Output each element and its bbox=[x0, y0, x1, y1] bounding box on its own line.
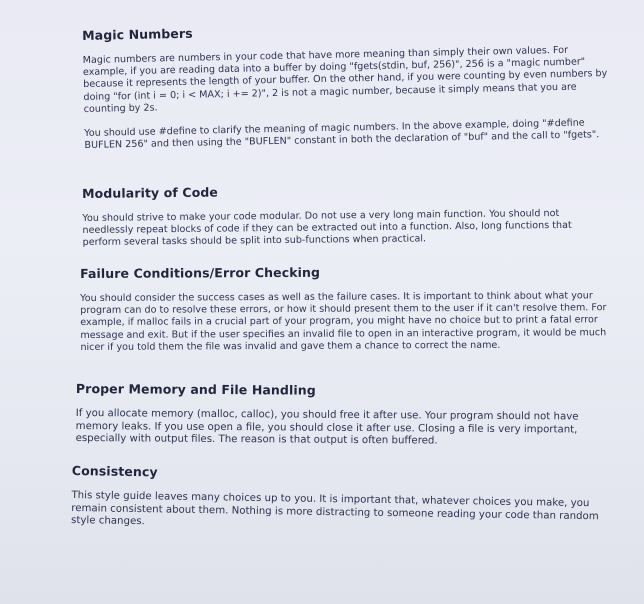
section-heading: Modularity of Code bbox=[82, 184, 219, 201]
section-heading: Consistency bbox=[71, 463, 158, 480]
section-paragraph: This style guide leaves many choices up to you. It is important that, whatever choices you make, you remain consistent about them. Nothing is more distracting to someone reading your code than random style changes. bbox=[71, 489, 599, 528]
section-modularity-of-code bbox=[82, 181, 608, 262]
section-paragraph: You should strive to make your code modular. Do not use a very long main function. You should not needlessly repeat blocks of code if they can be extracted out into a function. Also, long functions that perform several tasks should be split into sub-functions when practical. bbox=[82, 208, 572, 249]
section-memory-file-handling bbox=[75, 381, 598, 461]
section-failure-conditions bbox=[80, 263, 609, 366]
section-heading: Magic Numbers bbox=[82, 25, 193, 43]
section-paragraph: You should consider the success cases as well as the failure cases. It is important to think about what your program can do to resolve these errors, or how it should present them to the user if it can't resolve them. For example, if malloc fails in a crucial part of your program, you might have no choice but to print a fatal error message and exit. But if the user specifies an invalid file to open in an interactive program, it would be much nicer if you told them the file was invalid and gave them a chance to correct the name. bbox=[80, 290, 607, 353]
section-paragraph: Magic numbers are numbers in your code that have more meaning than simply their own values. For example, if you are reading data into a buffer by doing "fgets(stdin, buf, 256)", 256 is a "magic number" because it represents the length of your buffer. On the other hand, if you were counting by even numbers by doing "for (int i = 0; i < MAX; i += 2)", 2 is not a magic number, because it simply means that you are counting by 2s. bbox=[82, 44, 608, 115]
section-consistency bbox=[71, 463, 620, 548]
section-heading: Failure Conditions/Error Checking bbox=[80, 264, 321, 281]
section-paragraph: If you allocate memory (malloc, calloc), you should free it after use. Your program should not have memory leaks. If you use open a file, you should close it after use. Closing a file is very important, especially with output files. The reason is that output is often buffered. bbox=[75, 407, 579, 447]
section-heading: Proper Memory and File Handling bbox=[75, 381, 316, 398]
section-paragraph: You should use #define to clarify the meaning of magic numbers. In the above example, doing "#define BUFLEN 256" and then using the "BUFLEN" constant in both the declaration of "buf" and the call to "fgets". bbox=[84, 117, 600, 152]
section-magic-numbers bbox=[82, 17, 610, 164]
